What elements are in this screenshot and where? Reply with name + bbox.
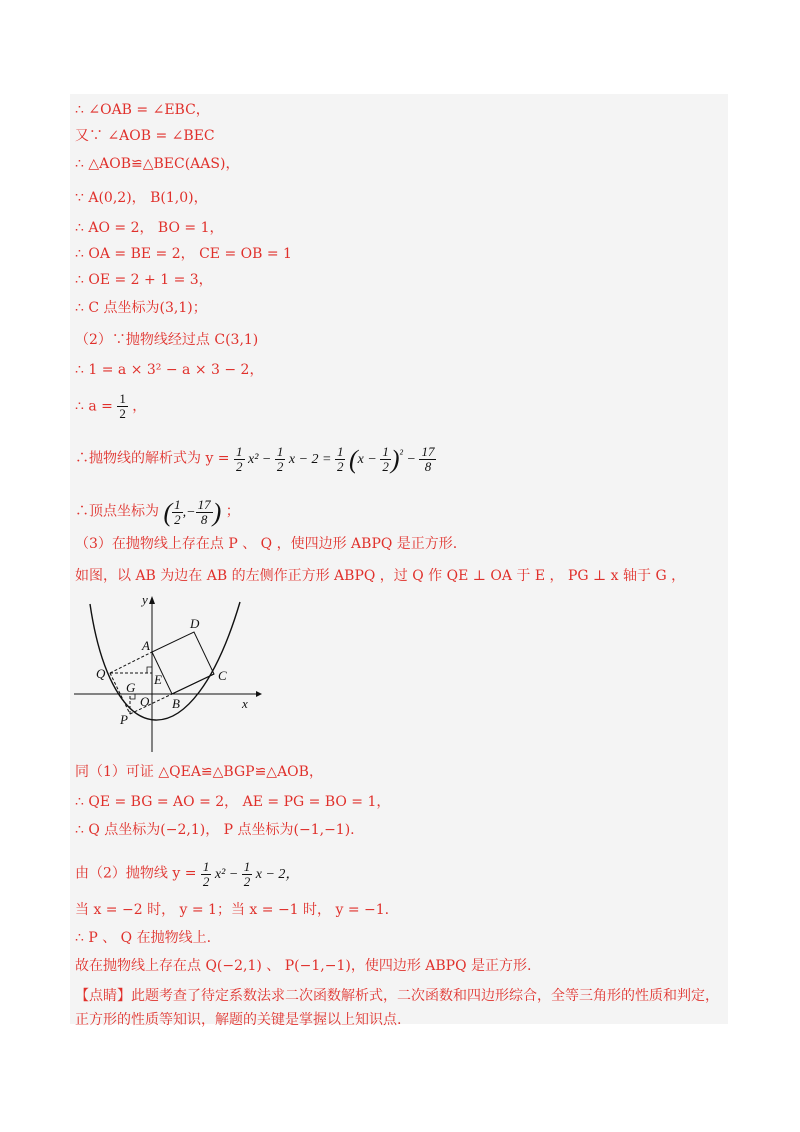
label-o: O bbox=[140, 694, 150, 709]
solution-line-l13: 如图，以 AB 为边在 AB 的左侧作正方形 ABPQ ，过 Q 作 QE ⊥ OA 于 E ， PG ⊥ x 轴于 G ， bbox=[75, 568, 686, 584]
label-a: A bbox=[142, 638, 150, 653]
label-p: P bbox=[120, 712, 128, 727]
segment-pb bbox=[130, 694, 172, 714]
parabola-curve bbox=[90, 602, 240, 720]
solution-line-l19: ∴ P 、 Q 在抛物线上. bbox=[75, 930, 212, 946]
solution-line-l6: ∴ OA = BE = 2， CE = OB = 1 bbox=[75, 246, 292, 262]
parabola-square-figure bbox=[72, 594, 268, 754]
label-y: y bbox=[142, 594, 148, 607]
solution-line-l21: 【点睛】此题考查了待定系数法求二次函数解析式，二次函数和四边形综合，全等三角形的性质和判定， bbox=[75, 988, 719, 1004]
label-d: D bbox=[190, 616, 200, 631]
label-e: E bbox=[154, 672, 162, 687]
label-g: G bbox=[126, 680, 136, 695]
solution-line-l15: ∴ QE = BG = AO = 2， AE = PG = BO = 1， bbox=[75, 794, 391, 810]
segment-qa bbox=[110, 652, 152, 673]
solution-line-l8: ∴ C 点坐标为(3,1)； bbox=[75, 300, 207, 316]
label-b: B bbox=[172, 696, 180, 711]
solution-line-l12: （3）在抛物线上存在点 P 、 Q ，使四边形 ABPQ 是正方形. bbox=[75, 536, 458, 552]
solution-line-l1: ∴ ∠OAB = ∠EBC， bbox=[75, 102, 210, 118]
solution-line-l14: 同（1）可证 △QEA≌△BGP≌△AOB， bbox=[75, 764, 323, 780]
solution-line-l5: ∴ AO = 2， BO = 1， bbox=[75, 220, 224, 236]
parabola-expression-line: ∴抛物线的解析式为 y = $\frac{1}{2}$ x² − $\frac{1}{2}$ x − 2 = $\frac{1}{2}$ (x − $\frac{1}{2}$ )$^{^2}$ − $\frac{17}{8}$ bbox=[75, 443, 435, 474]
solution-line-l7: ∴ OE = 2 + 1 = 3， bbox=[75, 272, 213, 288]
a-prefix: ∴ a = bbox=[75, 398, 113, 415]
label-q: Q bbox=[96, 666, 106, 681]
label-x: x bbox=[242, 696, 248, 711]
segment-bc bbox=[172, 674, 214, 694]
label-c: C bbox=[218, 668, 227, 683]
y-axis-arrow bbox=[149, 596, 155, 604]
parabola-recall-line: 由（2）抛物线 y = $\frac{1}{2}$ x² − $\frac{1}{2}$ x − 2， bbox=[75, 859, 300, 889]
vertex-line: ∴顶点坐标为 ( $\frac{1}{2}$ ,− $\frac{17}{8}$ ) ； bbox=[75, 497, 240, 527]
solution-line-l22: 正方形的性质等知识，解题的关键是掌握以上知识点. bbox=[75, 1012, 402, 1028]
solution-line-l3: ∴ △AOB≌△BEC(AAS)， bbox=[75, 156, 240, 172]
solution-line-l2: 又∵ ∠AOB = ∠BEC bbox=[75, 128, 215, 144]
x-axis-arrow bbox=[256, 691, 262, 697]
solution-line-l10: ∴ 1 = a × 3² − a × 3 − 2， bbox=[75, 362, 264, 378]
solution-line-l18: 当 x = −2 时， y = 1；当 x = −1 时， y = −1. bbox=[75, 902, 390, 918]
solution-line-l9: （2）∵抛物线经过点 C(3,1) bbox=[75, 332, 259, 348]
solution-line-l4: ∵ A(0,2)， B(1,0)， bbox=[75, 190, 208, 206]
solution-line-l20: 故在抛物线上存在点 Q(−2,1) 、 P(−1,−1)，使四边形 ABPQ 是正方形. bbox=[75, 958, 532, 974]
a-value-line: ∴ a = $\frac{1}{2}$ ， bbox=[75, 391, 147, 421]
solution-line-l16: ∴ Q 点坐标为(−2,1)， P 点坐标为(−1,−1). bbox=[75, 822, 355, 838]
a-fraction: $\frac{1}{2}$ bbox=[119, 391, 126, 421]
